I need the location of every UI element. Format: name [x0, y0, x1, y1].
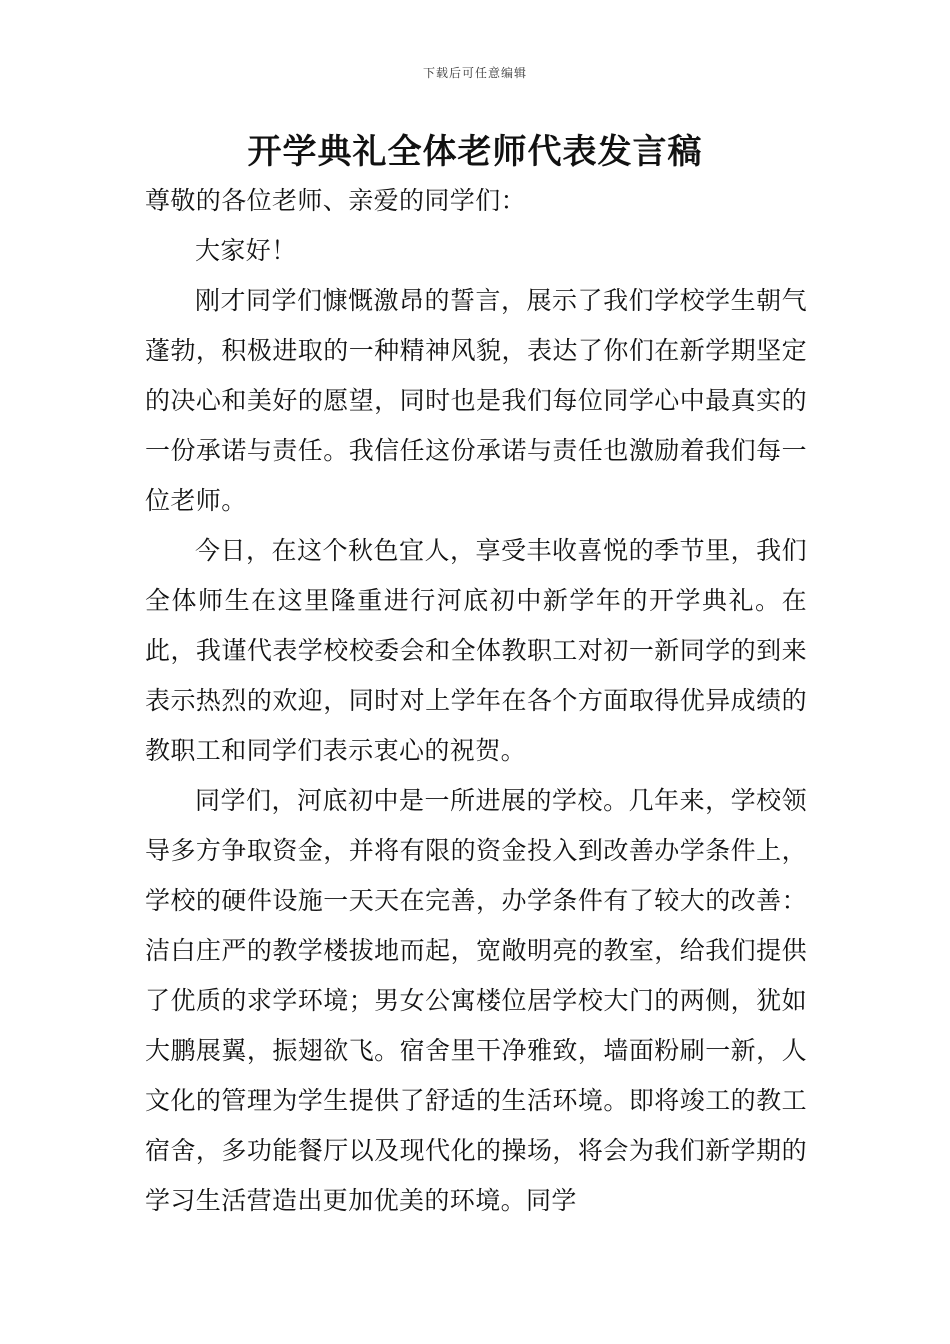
paragraph: 刚才同学们慷慨激昂的誓言，展示了我们学校学生朝气蓬勃，积极进取的一种精神风貌，表达了你们在新学期坚定的决心和美好的愿望，同时也是我们每位同学心中最真实的一份承诺与责任。我信任这份承诺与责任也激励着我们每一位老师。: [145, 286, 807, 515]
header-note: 下载后可任意编辑: [422, 66, 527, 80]
salutation: 尊敬的各位老师、亲爱的同学们：: [145, 186, 527, 215]
paragraph: 同学们，河底初中是一所进展的学校。几年来，学校领导多方争取资金，并将有限的资金投入到改善办学条件上，学校的硬件设施一天天在完善，办学条件有了较大的改善：洁白庄严的教学楼拔地而起，宽敞明亮的教室，给我们提供了优质的求学环境；男女公寓楼位居学校大门的两侧，犹如大鹏展翼，振翅欲飞。宿舍里干净雅致，墙面粉刷一新，人文化的管理为学生提供了舒适的生活环境。即将竣工的教工宿舍，多功能餐厅以及现代化的操场，将会为我们新学期的学习生活营造出更加优美的环境。同学: [145, 786, 807, 1215]
greeting: 大家好！: [195, 236, 297, 265]
paragraph: 今日，在这个秋色宜人，享受丰收喜悦的季节里，我们全体师生在这里隆重进行河底初中新学年的开学典礼。在此，我谨代表学校校委会和全体教职工对初一新同学的到来表示热烈的欢迎，同时对上学年在各个方面取得优异成绩的教职工和同学们表示衷心的祝贺。: [145, 536, 807, 765]
document-title: 开学典礼全体老师代表发言稿: [247, 132, 703, 172]
document-body: [145, 176, 807, 1226]
